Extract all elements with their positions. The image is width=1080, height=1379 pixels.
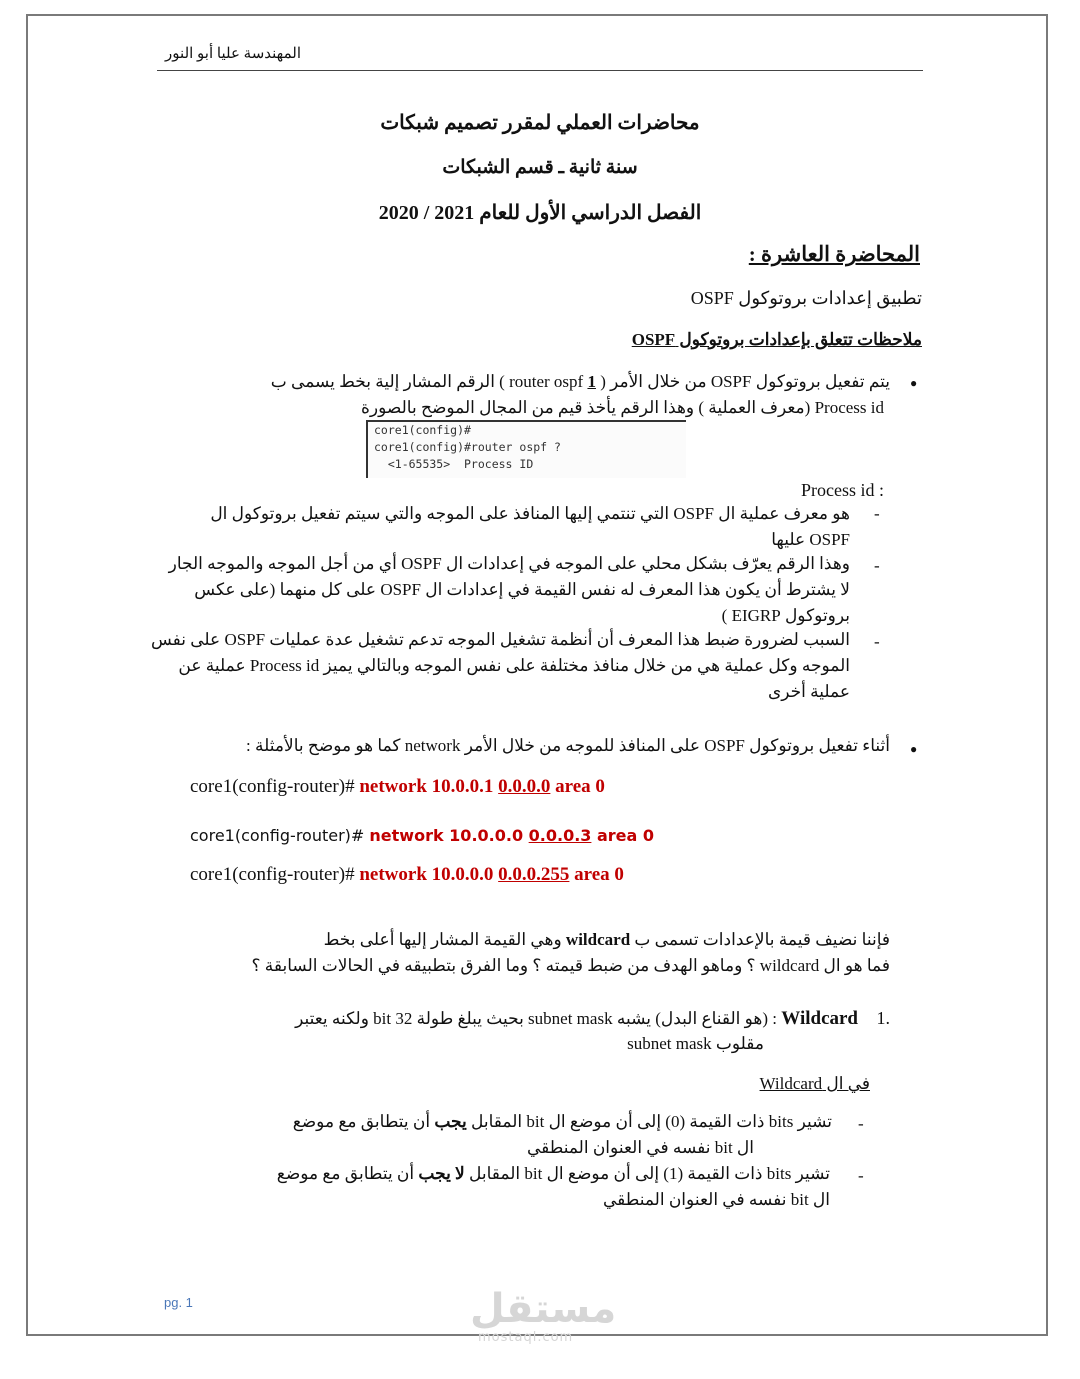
process-item-2-line-3: بروتوكول EIGRP ) bbox=[721, 606, 850, 625]
page-number: pg. 1 bbox=[164, 1295, 193, 1310]
process-item-1-line-1: هو معرف عملية ال OSPF التي تنتمي إليها المنافذ على الموجه والتي سيتم تفعيل بروتوكول ال bbox=[210, 504, 850, 523]
bullet1-line2: Process id (معرف العملية ) وهذا الرقم يأخذ قيم من المجال الموضح بالصورة bbox=[360, 398, 884, 417]
in-wildcard-heading: في ال Wildcard bbox=[759, 1074, 870, 1093]
process-item-3-line-3: عملية أخرى bbox=[767, 682, 850, 701]
cli-line: <1-65535> Process ID bbox=[374, 457, 534, 471]
wildcard-intro-line2: فما هو ال wildcard ؟ وماهو الهدف من ضبط قيمته ؟ وما الفرق بتطبيقه في الحالات السابقة ؟ bbox=[251, 956, 890, 975]
cli-line: core1(config)#router ospf ? bbox=[374, 440, 561, 454]
dash-marker: - bbox=[874, 556, 880, 575]
dash-marker: - bbox=[858, 1166, 864, 1185]
bullet1-line1: يتم تفعيل بروتوكول OSPF من خلال الأمر ( 1 router ospf ) الرقم المشار إلية بخط يسمى ب bbox=[270, 372, 890, 391]
bullet-dot: ● bbox=[910, 376, 918, 390]
network-command-1: core1(config-router)# network 10.0.0.1 0.0.0.0 area 0 bbox=[190, 776, 605, 797]
process-item-3-line-2: الموجه وكل عملية هي من خلال منافذ مختلفة على نفس الموجه وبالتالي يميز Process id عملية عن bbox=[178, 656, 850, 675]
watermark-url: mostaql.com bbox=[478, 1330, 574, 1345]
rule-2-line2: ال bit نفسه في العنوان المنطقي bbox=[603, 1190, 830, 1209]
process-id-label: Process id : bbox=[801, 480, 884, 500]
dash-marker: - bbox=[874, 504, 880, 523]
process-item-2-line-1: وهذا الرقم يعرّف بشكل محلي على الموجه في إعدادات ال OSPF أي من أجل الموجه والموجه الجار bbox=[168, 554, 850, 573]
notes-heading: ملاحظات تتعلق بإعدادات بروتوكول OSPF bbox=[631, 330, 922, 349]
rule-1-line1: تشير bits ذات القيمة (0) إلى أن موضع ال bit المقابل يجب أن يتطابق مع موضع bbox=[292, 1112, 832, 1131]
lecture-heading: المحاضرة العاشرة : bbox=[748, 242, 920, 266]
bullet2-text: أثناء تفعيل بروتوكول OSPF على المنافذ للموجه من خلال الأمر network كما هو موضح بالأمثلة : bbox=[246, 736, 890, 755]
page-header bbox=[157, 40, 923, 71]
process-item-2-line-2: لا يشترط أن يكون هذا المعرف له نفس القيمة في إعدادات ال OSPF على كل منهما (على عكس bbox=[194, 580, 850, 599]
numbered-line1: Wildcard : (هو القناع البدل) يشبه subnet mask بحيث يبلغ طولة 32 bit ولكنه يعتبر bbox=[295, 1008, 858, 1029]
network-command-2: core1(config-router)# network 10.0.0.0 0.0.0.3 area 0 bbox=[190, 826, 655, 845]
lecture-subtitle: تطبيق إعدادات بروتوكول OSPF bbox=[690, 288, 922, 308]
process-item-3-line-1: السبب لضرورة ضبط هذا المعرف أن أنظمة تشغيل الموجه تدعم تشغيل عدة عمليات OSPF على نفس bbox=[151, 630, 850, 649]
cli-line: core1(config)# bbox=[374, 423, 471, 437]
numbered-marker: .1 bbox=[876, 1008, 890, 1028]
watermark-logo: مستقل bbox=[470, 1286, 617, 1332]
numbered-line2: مقلوب subnet mask bbox=[627, 1034, 764, 1053]
process-item-1-line-2: OSPF عليها bbox=[771, 530, 850, 549]
rule-2-line1: تشير bits ذات القيمة (1) إلى أن موضع ال bit المقابل لا يجب أن يتطابق مع موضع bbox=[276, 1164, 830, 1183]
wildcard-intro-line1: فإننا نضيف قيمة بالإعدادات تسمى ب wildcard وهي القيمة المشار إليها أعلى بخط bbox=[323, 930, 890, 949]
title-line-2: سنة ثانية ـ قسم الشبكات bbox=[442, 157, 638, 178]
dash-marker: - bbox=[858, 1114, 864, 1133]
author-name: المهندسة عليا أبو النور bbox=[165, 46, 301, 62]
bullet-dot: ● bbox=[910, 742, 918, 756]
dash-marker: - bbox=[874, 632, 880, 651]
rule-1-line2: ال bit نفسه في العنوان المنطقي bbox=[527, 1138, 754, 1157]
network-command-3: core1(config-router)# network 10.0.0.0 0.0.0.255 area 0 bbox=[190, 864, 624, 885]
title-line-3: الفصل الدراسي الأول للعام 2021 / 2020 bbox=[378, 202, 702, 224]
title-line-1: محاضرات العملي لمقرر تصميم شبكات bbox=[380, 112, 700, 134]
cli-screenshot bbox=[366, 420, 686, 478]
